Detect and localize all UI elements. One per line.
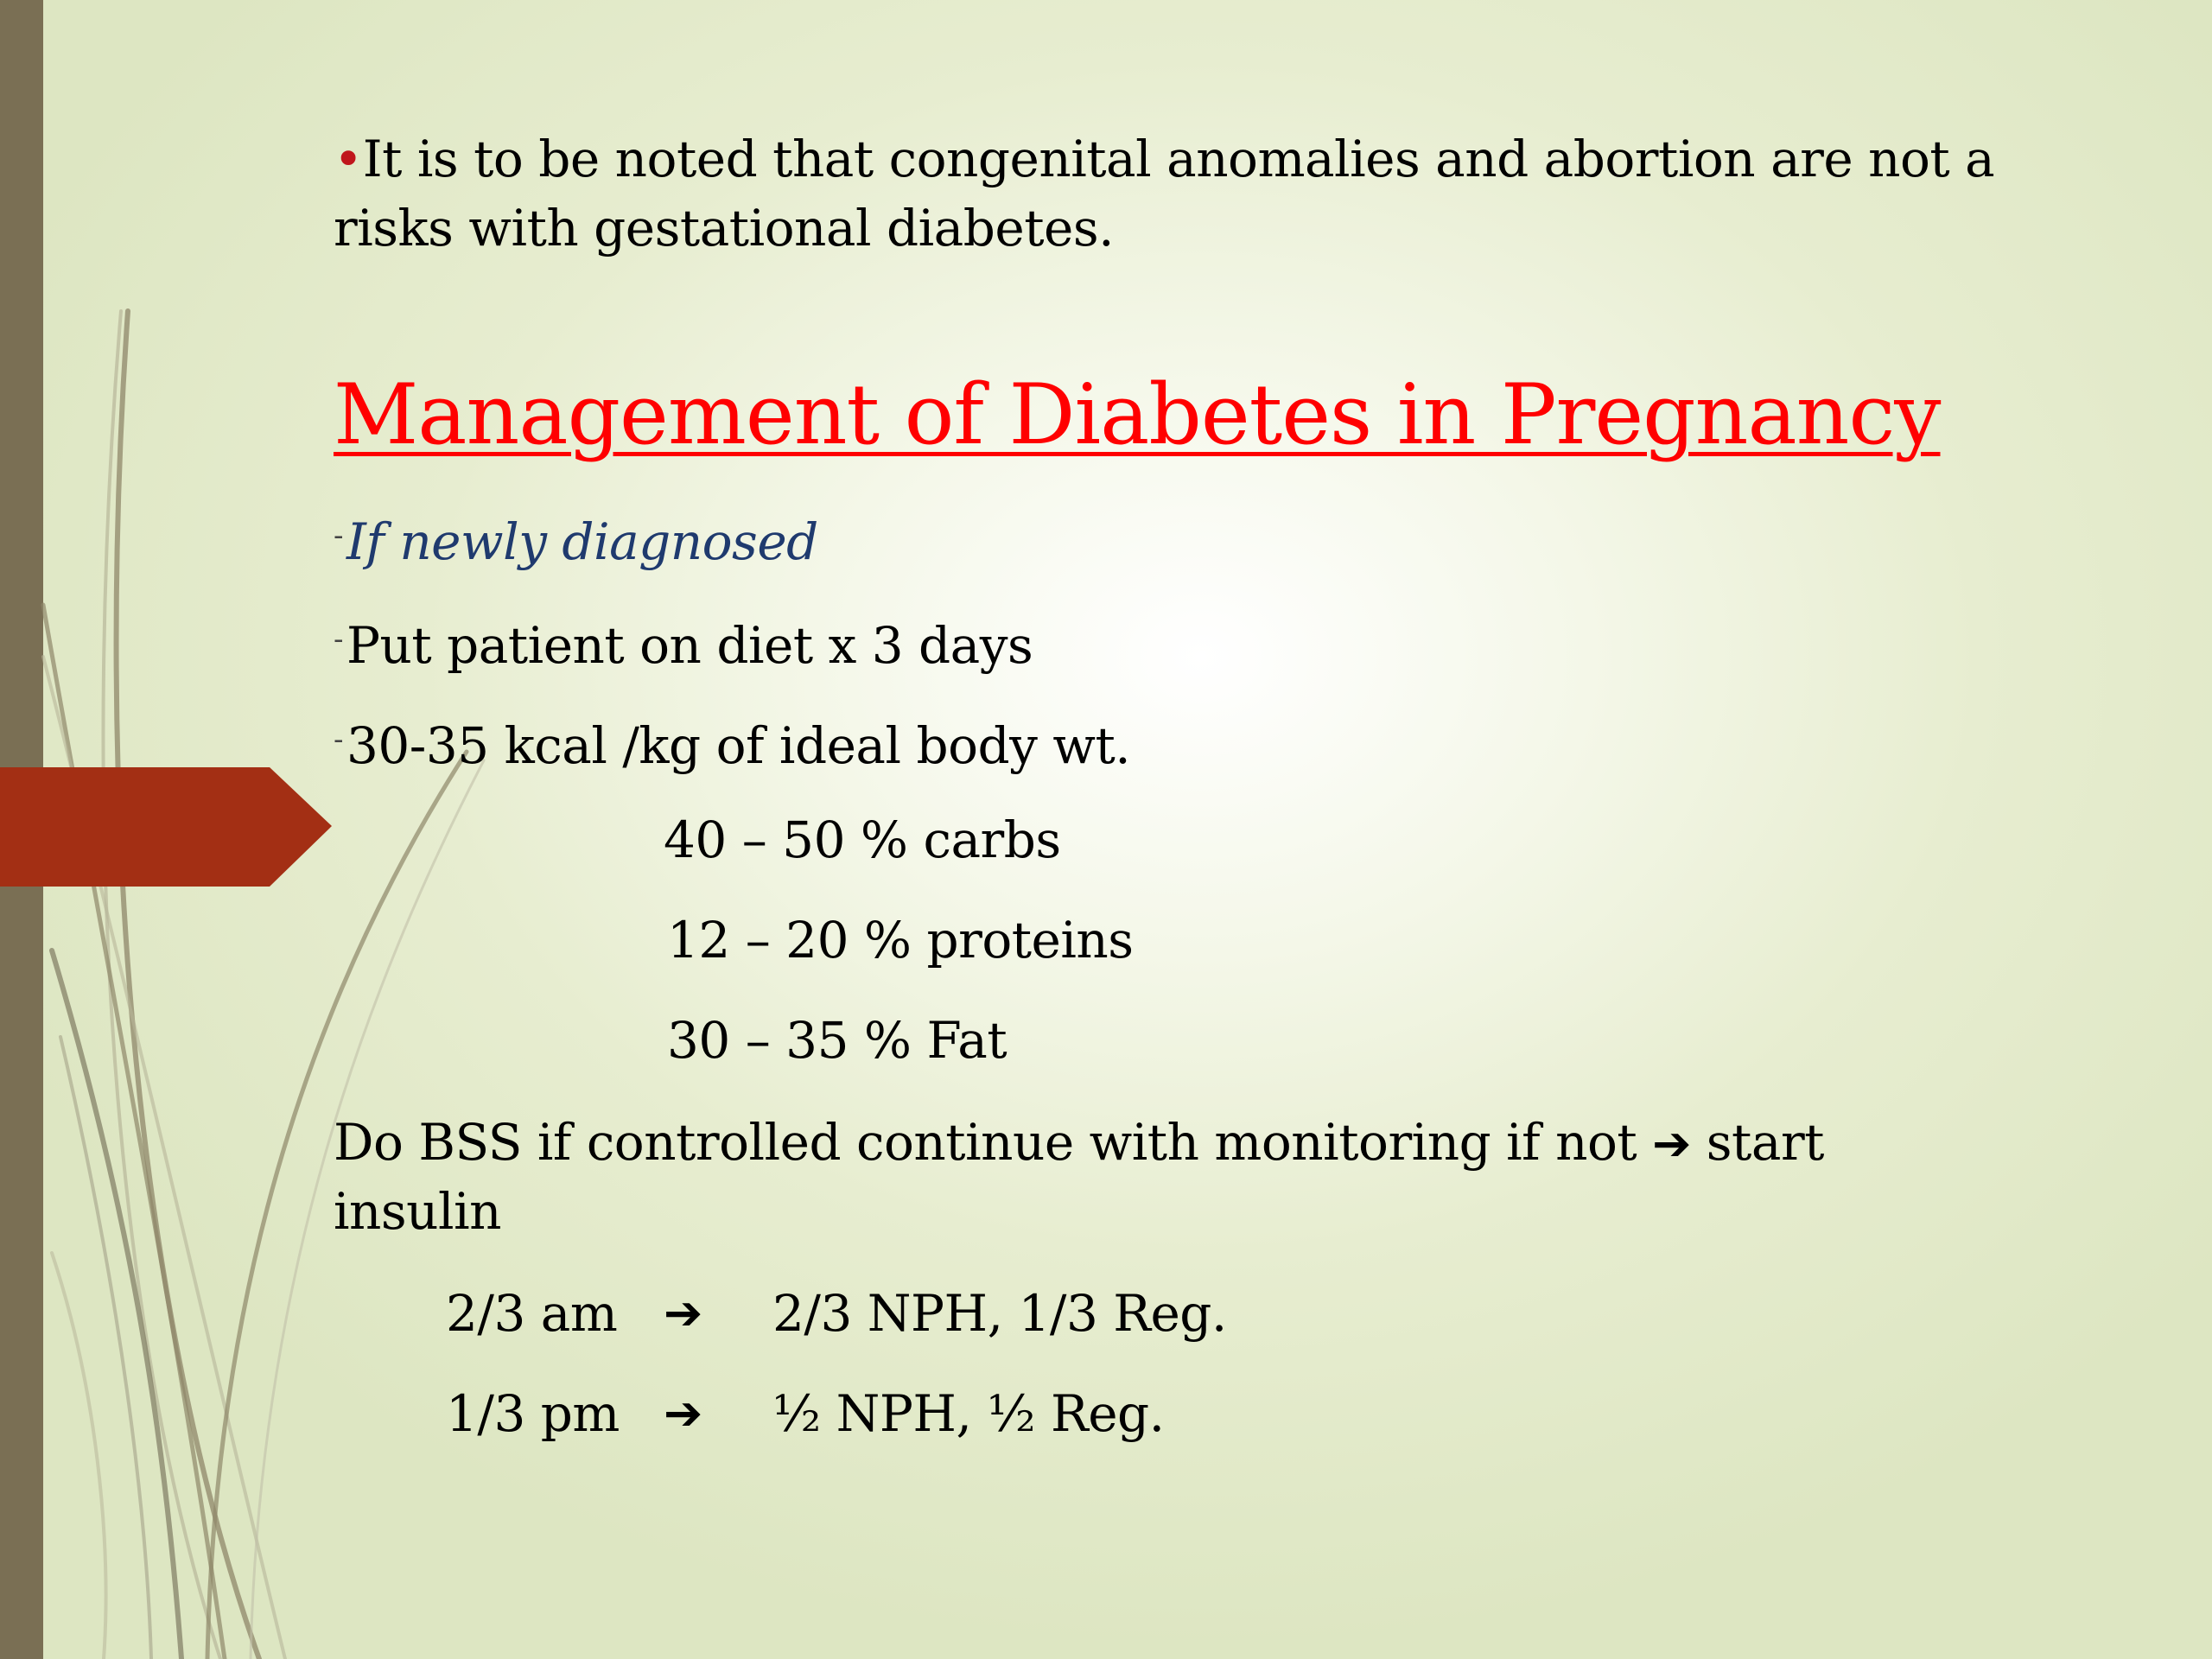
dosing-am-label: 2/3 am (446, 1284, 618, 1343)
dash-marker: - (334, 722, 343, 757)
macro-proteins: 12 – 20 % proteins (667, 911, 1134, 969)
item-newly-diagnosed (334, 501, 818, 576)
dosing-pm-label: 1/3 pm (446, 1384, 620, 1443)
right-arrow-icon: ➔ (664, 1286, 702, 1340)
item-diet (334, 605, 1033, 680)
dash-marker: - (334, 622, 343, 657)
macro-fat: 30 – 35 % Fat (667, 1011, 1007, 1070)
bss-line-1 (334, 1108, 1824, 1179)
intro-note-line-2 (334, 194, 1114, 263)
bss-line-2: insulin (334, 1182, 501, 1241)
bss-text-a: Do BSS if controlled continue with monitoring if not (334, 1113, 1637, 1172)
right-arrow-icon: ➔ (1652, 1116, 1691, 1171)
dash-marker: - (334, 518, 343, 553)
newly-diagnosed-text: If newly diagnosed (346, 512, 818, 571)
intro-text-1: It is to be noted that congenital anomalies and abortion are not a (362, 130, 1995, 188)
bss-text-b: start (1706, 1113, 1824, 1172)
dosing-am-value: 2/3 NPH, 1/3 Reg. (772, 1284, 1227, 1343)
red-arrow-pointer-shape (0, 0, 346, 950)
dosing-pm-value: ½ NPH, ½ Reg. (772, 1384, 1165, 1443)
item-kcal (334, 705, 1130, 780)
bullet-point: • (334, 130, 363, 188)
slide-title: Management of Diabetes in Pregnancy (334, 366, 1941, 463)
kcal-text: 30-35 kcal /kg of ideal body wt. (346, 716, 1131, 775)
diet-text: Put patient on diet x 3 days (346, 616, 1033, 675)
intro-text-2: risks with gestational diabetes. (334, 199, 1115, 257)
macro-carbs: 40 – 50 % carbs (664, 810, 1061, 869)
right-arrow-icon: ➔ (664, 1386, 702, 1440)
intro-note-line-1 (334, 124, 1994, 194)
